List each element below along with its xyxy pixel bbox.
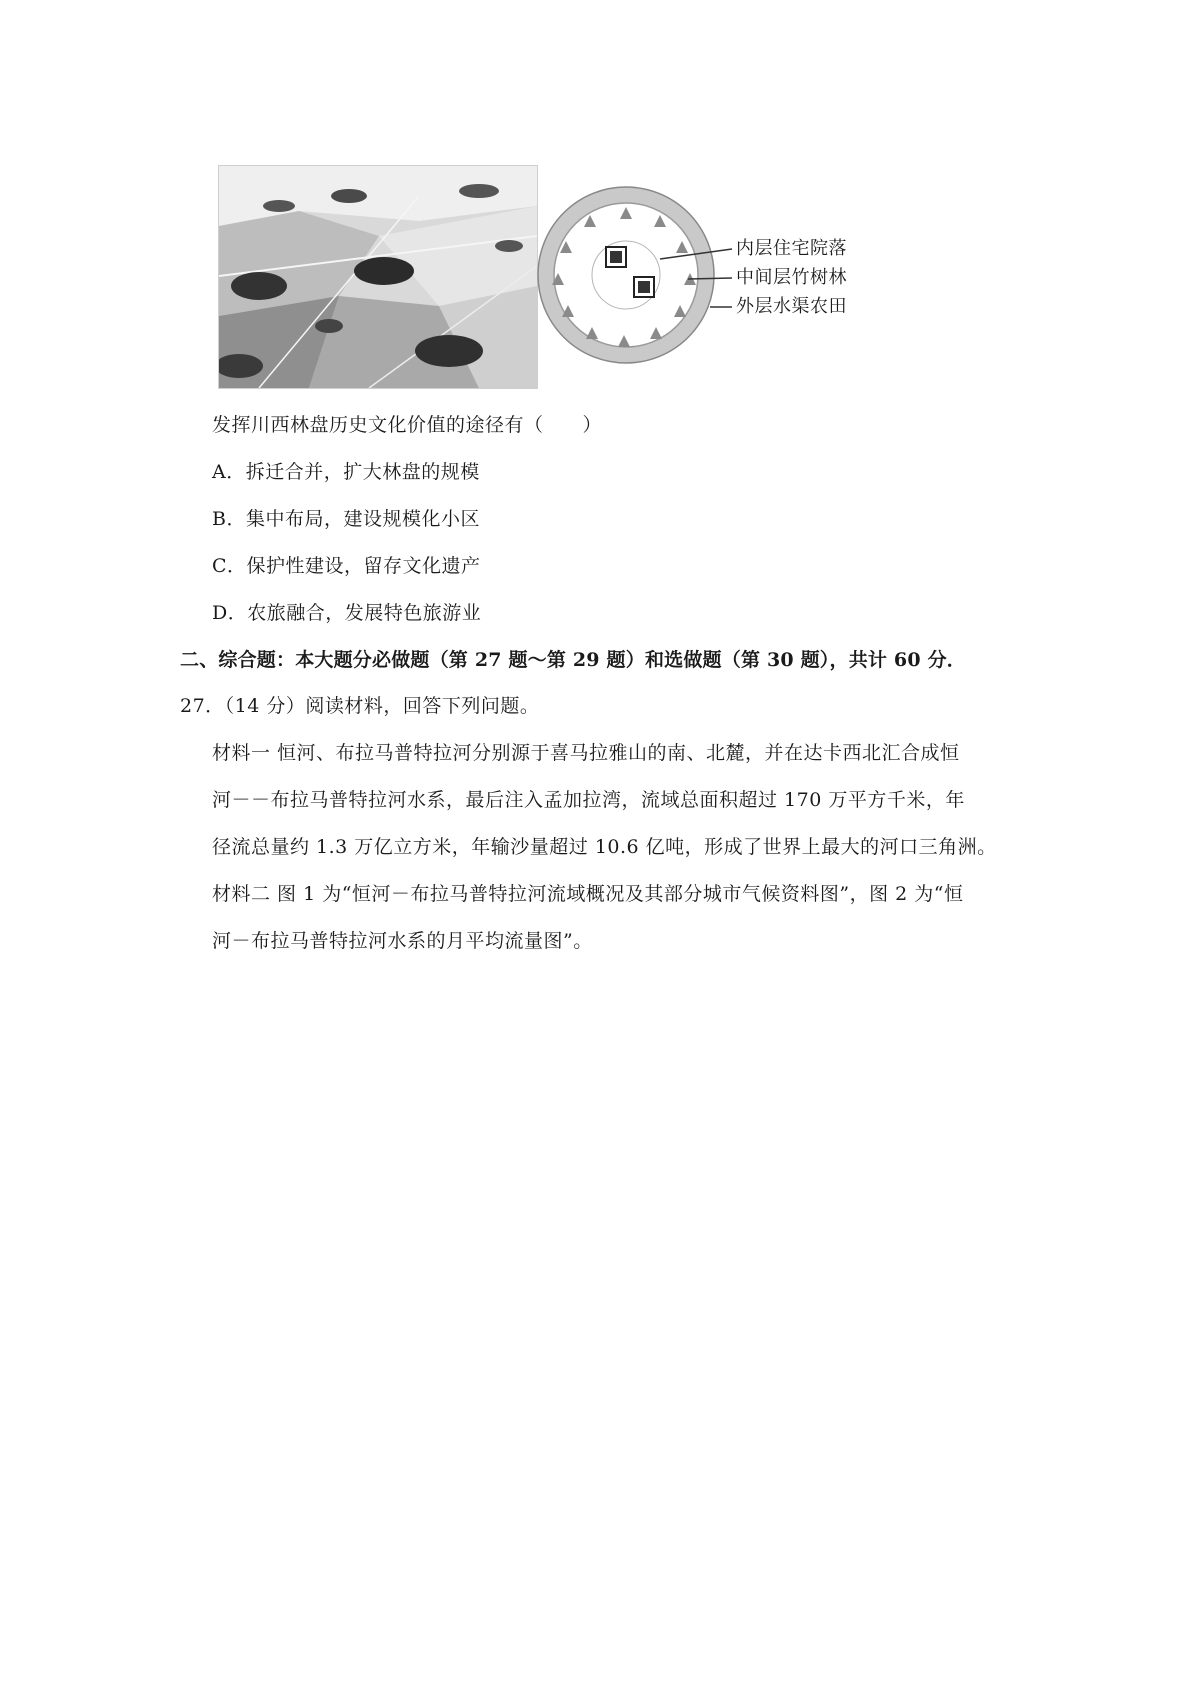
q27-material-line-3: 径流总量约 1.3 万亿立方米，年输沙量超过 10.6 亿吨，形成了世界上最大的河口三角洲。 — [212, 836, 997, 858]
linpan-figure — [218, 165, 858, 390]
q27-material-line-1: 材料一 恒河、布拉马普特拉河分别源于喜马拉雅山的南、北麓，并在达卡西北汇合成恒 — [212, 742, 960, 764]
option-b: B．集中布局，建设规模化小区 — [212, 508, 480, 530]
option-c: C．保护性建设，留存文化遗产 — [212, 555, 481, 577]
q27-material-line-2: 河－－布拉马普特拉河水系，最后注入孟加拉湾，流域总面积超过 170 万平方千米，年 — [212, 789, 965, 811]
option-d: D．农旅融合，发展特色旅游业 — [212, 602, 482, 624]
linpan-ring-diagram — [536, 175, 866, 375]
legend-middle-layer: 中间层竹树林 — [736, 267, 847, 288]
q27-material-line-4: 材料二 图 1 为“恒河－布拉马普特拉河流域概况及其部分城市气候资料图”，图 2 为“恒 — [212, 883, 964, 905]
option-a: A．拆迁合并，扩大林盘的规模 — [212, 461, 480, 483]
legend-inner-layer: 内层住宅院落 — [736, 238, 847, 259]
legend-outer-layer: 外层水渠农田 — [736, 296, 847, 317]
q27-material-line-5: 河－布拉马普特拉河水系的月平均流量图”。 — [212, 930, 593, 952]
question-stem: 发挥川西林盘历史文化价值的途径有（ ） — [212, 414, 603, 436]
q27-intro: 27．（14 分）阅读材料，回答下列问题。 — [180, 695, 540, 717]
aerial-photo — [218, 165, 538, 389]
section-heading: 二、综合题：本大题分必做题（第 27 题～第 29 题）和选做题（第 30 题），共计 60 分． — [180, 649, 966, 671]
